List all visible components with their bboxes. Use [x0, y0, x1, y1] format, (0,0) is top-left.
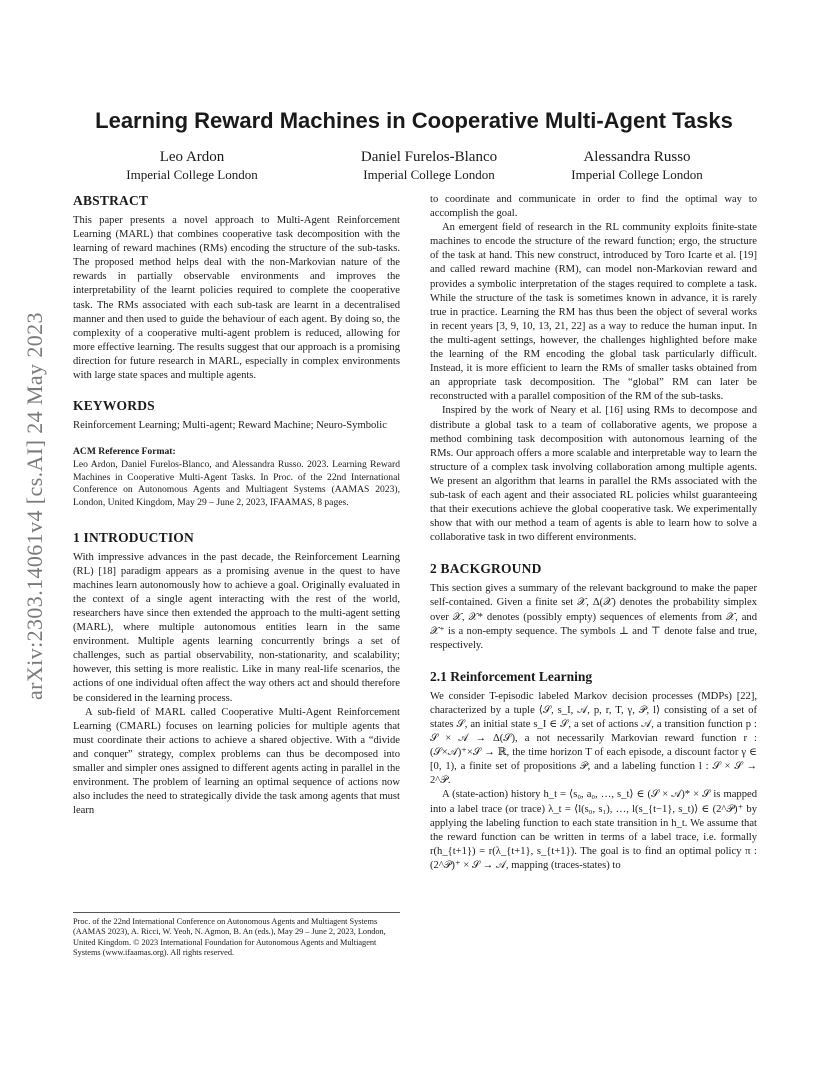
keywords-heading: KEYWORDS — [73, 398, 155, 414]
right-column — [430, 193, 757, 873]
background-heading: 2 BACKGROUND — [430, 561, 542, 577]
author-affiliation: Imperial College London — [363, 167, 495, 182]
author-affiliation: Imperial College London — [126, 167, 258, 182]
author-block — [309, 148, 549, 183]
footnote-rule — [73, 912, 400, 913]
rl-paragraph: We consider T-episodic labeled Markov decision processes (MDPs) [22], characterized by a tuple ⟨𝒮, s_I, 𝒜, p, r, T, γ, 𝒫, l⟩ consisting of a set of states 𝒮, an initial state s_I ∈ 𝒮, a set of actions 𝒜, a transition function p : 𝒮 × 𝒜 → Δ(𝒮), a not necessarily Markovian reward function r : (𝒮×𝒜)⁺×𝒮 → ℝ, the time horizon T of each episode, a discount factor γ ∈ [0, 1), a finite set of propositions 𝒫, and a labeling function l : 𝒮 × 𝒮 → 2^𝒫. — [430, 690, 757, 787]
author-name: Leo Ardon — [159, 149, 225, 165]
acm-heading: ACM Reference Format: — [73, 446, 176, 458]
footnote — [73, 912, 400, 958]
acm-reference — [73, 446, 400, 509]
intro-paragraph: With impressive advances in the past decade, the Reinforcement Learning (RL) [18] paradigm appears as a promising avenue in the quest to have machines learn autonomously how to achieve a goal. Originally evaluated in the context of a single agent interacting with the rest of the world, researchers have since then extended the approach to the multi-agent setting (MARL), where multiple autonomous entities learn in the same environment. Multiple agents learning concurrently brings a set of challenges, such as partial observability, non-stationarity, and scalability; however, this setting is more realistic. Like in many real-life scenarios, the actions of one individual often affect the way others act and should therefore be considered in the learning process. — [73, 551, 400, 704]
arxiv-sidebar-id: arXiv:2303.14061v4 [cs.AI] 24 May 2023 — [22, 312, 47, 700]
author-block — [72, 148, 312, 183]
left-column — [73, 193, 400, 818]
intro-heading: 1 INTRODUCTION — [73, 529, 194, 545]
acm-text: Leo Ardon, Daniel Furelos-Blanco, and Alessandra Russo. 2023. Learning Reward Machines in Cooperative Multi-Agent Tasks. In Proc. of the 22nd International Conference on Autonomous Agents and Multiagent Systems (AAMAS 2023), London, United Kingdom, May 29 – June 2, 2023, IFAAMAS, 8 pages. — [73, 459, 400, 508]
intro-paragraph: A sub-field of MARL called Cooperative Multi-Agent Reinforcement Learning (CMARL) focuses on learning policies for multiple agents that must coordinate their actions to achieve a shared objective. With a “divide and conquer” strategy, complex problems can thus be decomposed into smaller and simpler ones assigned to different agents acting in parallel in the environment. The problem of learning an optimal sequence of actions now also includes the need to strategically divide the task among agents that must learn — [73, 706, 400, 817]
intro-paragraph: to coordinate and communicate in order to find the optimal way to accomplish the goal. — [430, 194, 757, 220]
rl-paragraph: A (state-action) history h_t = ⟨s₀, a₀, …, s_t⟩ ∈ (𝒮 × 𝒜)* × 𝒮 is mapped into a label trace (or trace) λ_t = ⟨l(s₀, s₁), …, l(s_{t−1}, s_t)⟩ ∈ (2^𝒫)⁺ by applying the labeling function to each state transition in h_t. We assume that the reward function can be written in terms of a label trace, i.e. formally r(h_{t+1}) = r(λ_{t+1}, s_{t+1}). The goal is to find an optimal policy π : (2^𝒫)⁺ × 𝒮 → 𝒜, mapping (traces-states) to — [430, 789, 757, 871]
intro-paragraph: An emergent field of research in the RL community exploits finite-state machines to encode the structure of the reward function; ergo, the structure of the task at hand. This new construct, introduced by Toro Icarte et al. [19] and called reward machine (RM), can model non-Markovian reward and provides a symbolic interpretation of the stages required to complete a task. While the structure of the task is sometimes known in advance, it is rarely true in practice. Learning the RM has thus been the object of several works in recent years [3, 9, 10, 13, 21, 22] as a way to reduce the human input. In the multi-agent settings, however, the challenges highlighted before make the learning of the RM encoding the global task particularly difficult. Instead, it is more efficient to learn the RMs of smaller tasks obtained from an appropriate task decomposition. The “global” RM can later be reconstructed with a parallel composition of the RM of the sub-tasks. — [430, 222, 757, 403]
author-name: Alessandra Russo — [583, 149, 691, 165]
author-affiliation: Imperial College London — [571, 167, 703, 182]
abstract-heading: ABSTRACT — [73, 193, 149, 208]
background-paragraph: This section gives a summary of the relevant background to make the paper self-contained. Given a finite set 𝒳, Δ(𝒳) denotes the probability simplex over 𝒳, 𝒳* denotes (possibly empty) sequences of elements from 𝒳, and 𝒳⁺ is a non-empty sequence. The symbols ⊥ and ⊤ denote false and true, respectively. — [430, 583, 757, 651]
keywords-text: Reinforcement Learning; Multi-agent; Reward Machine; Neuro-Symbolic — [73, 420, 387, 432]
author-block — [517, 148, 757, 183]
rl-subheading: 2.1 Reinforcement Learning — [430, 668, 593, 684]
paper-title: Learning Reward Machines in Cooperative Multi-Agent Tasks — [95, 108, 733, 133]
footnote-text: Proc. of the 22nd International Conference on Autonomous Agents and Multiagent Systems (AAMAS 2023), A. Ricci, W. Yeoh, N. Agmon, B. An (eds.), May 29 – June 2, 2023, London, United Kingdom. © 2023 International Foundation for Autonomous Agents and Multiagent Systems (www.ifaamas.org). All rights reserved. — [73, 917, 386, 957]
author-name: Daniel Furelos-Blanco — [360, 149, 498, 165]
abstract-text: This paper presents a novel approach to Multi-Agent Reinforcement Learning (MARL) that combines cooperative task decomposition with the learning of reward machines (RMs) encoding the structure of the sub-tasks. The proposed method helps deal with the non-Markovian nature of the rewards in partially observable environments and improves the interpretability of the learnt policies required to complete the cooperative task. The RMs associated with each sub-task are learnt in a decentralised manner and then used to guide the behaviour of each agent. By doing so, the complexity of a cooperative multi-agent problem is reduced, allowing for more effective learning. The results suggest that our approach is a promising direction for future research in MARL, especially in complex environments with large state spaces and multiple agents. — [73, 215, 400, 382]
intro-paragraph: Inspired by the work of Neary et al. [16] using RMs to decompose and distribute a global task to a team of collaborative agents, we propose a method combining task decomposition with autonomous learning of the RMs. Our approach offers a more scalable and interpretable way to learn the structure of a complex task involving collaboration among multiple agents. We present an algorithm that learns in parallel the RMs associated with the sub-task of each agent and their associated RL policies whilst guaranteeing that their executions achieve the global cooperative task. We experimentally show that with our method a team of agents is able to learn how to solve a collaborative task in two different environments. — [430, 405, 757, 544]
